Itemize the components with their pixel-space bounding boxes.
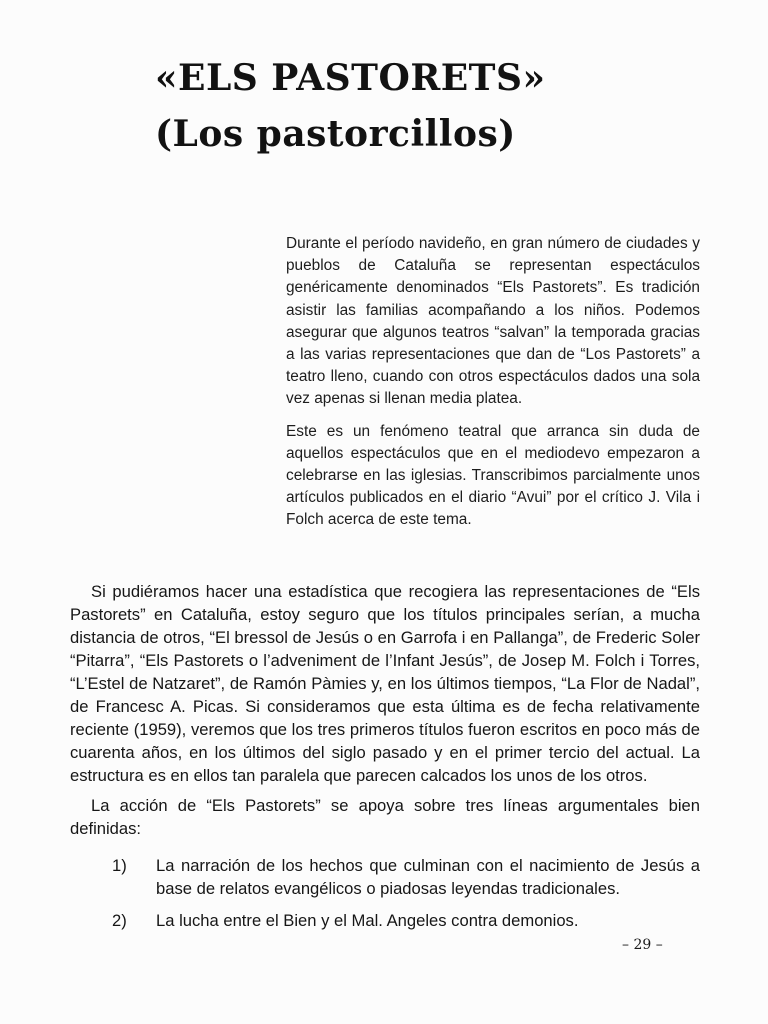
body-paragraph-2: La acción de “Els Pastorets” se apoya sobre tres líneas argumentales bien definidas: [70,796,700,838]
intro-paragraph-1: Durante el período navideño, en gran número de ciudades y pueblos de Cataluña se representan espectáculos genéricamente denominados “Els Pastorets”. Es tradición asistir las familias acompañando a los niños. Podemos asegurar que algunos teatros “salvan” la temporada gracias a las varias representaciones que dan de “Los Pastorets” a teatro lleno, cuando con otros espectáculos dados una sola vez apenas si llenan media platea. [286,235,700,408]
body-paragraph-1: Si pudiéramos hacer una estadística que recogiera las representaciones de “Els Pastorets” en Cataluña, estoy seguro que los títulos principales serían, a mucha distancia de otros, “El bressol de Jesús o en Garrofa i en Pallanga”, de Frederic Soler “Pitarra”, “Els Pastorets o l’adveniment de l’Infant Jesús”, de Josep M. Folch i Torres, “L’Estel de Natzaret”, de Ramón Pàmies y, en los últimos tiempos, “La Flor de Nadal”, de Francesc A. Picas. Si consideramos que esta última es de fecha relativamente reciente (1959), veremos que los tres primeros títulos fueron escritos en poco más de cuarenta años, en los últimos del siglo pasado y en el primer tercio del actual. La estructura es en ellos tan paralela que parecen calcados los unos de los otros. [70,582,700,785]
article-body [70,580,700,941]
page-number: – 29 – [622,937,663,953]
intro-block [286,233,700,542]
list-item-number: 2) [112,911,127,930]
title-line-2: (Los pastorcillos) [155,113,516,155]
list-item [70,854,700,900]
title-line-1: «ELS PASTORETS» [155,57,546,99]
list-item [70,909,700,932]
list-item-text: La narración de los hechos que culminan con el nacimiento de Jesús a base de relatos evangélicos o piadosas leyendas tradicionales. [156,856,700,898]
plot-lines-list [70,854,700,932]
list-item-text: La lucha entre el Bien y el Mal. Angeles contra demonios. [156,911,579,930]
intro-paragraph-2: Este es un fenómeno teatral que arranca sin duda de aquellos espectáculos que en el mediodevo empezaron a celebrarse en las iglesias. Transcribimos parcialmente unos artículos publicados en el diario “Avui” por el crítico J. Vila i Folch acerca de este tema. [286,422,700,529]
page-title [155,50,545,162]
list-item-number: 1) [112,856,127,875]
